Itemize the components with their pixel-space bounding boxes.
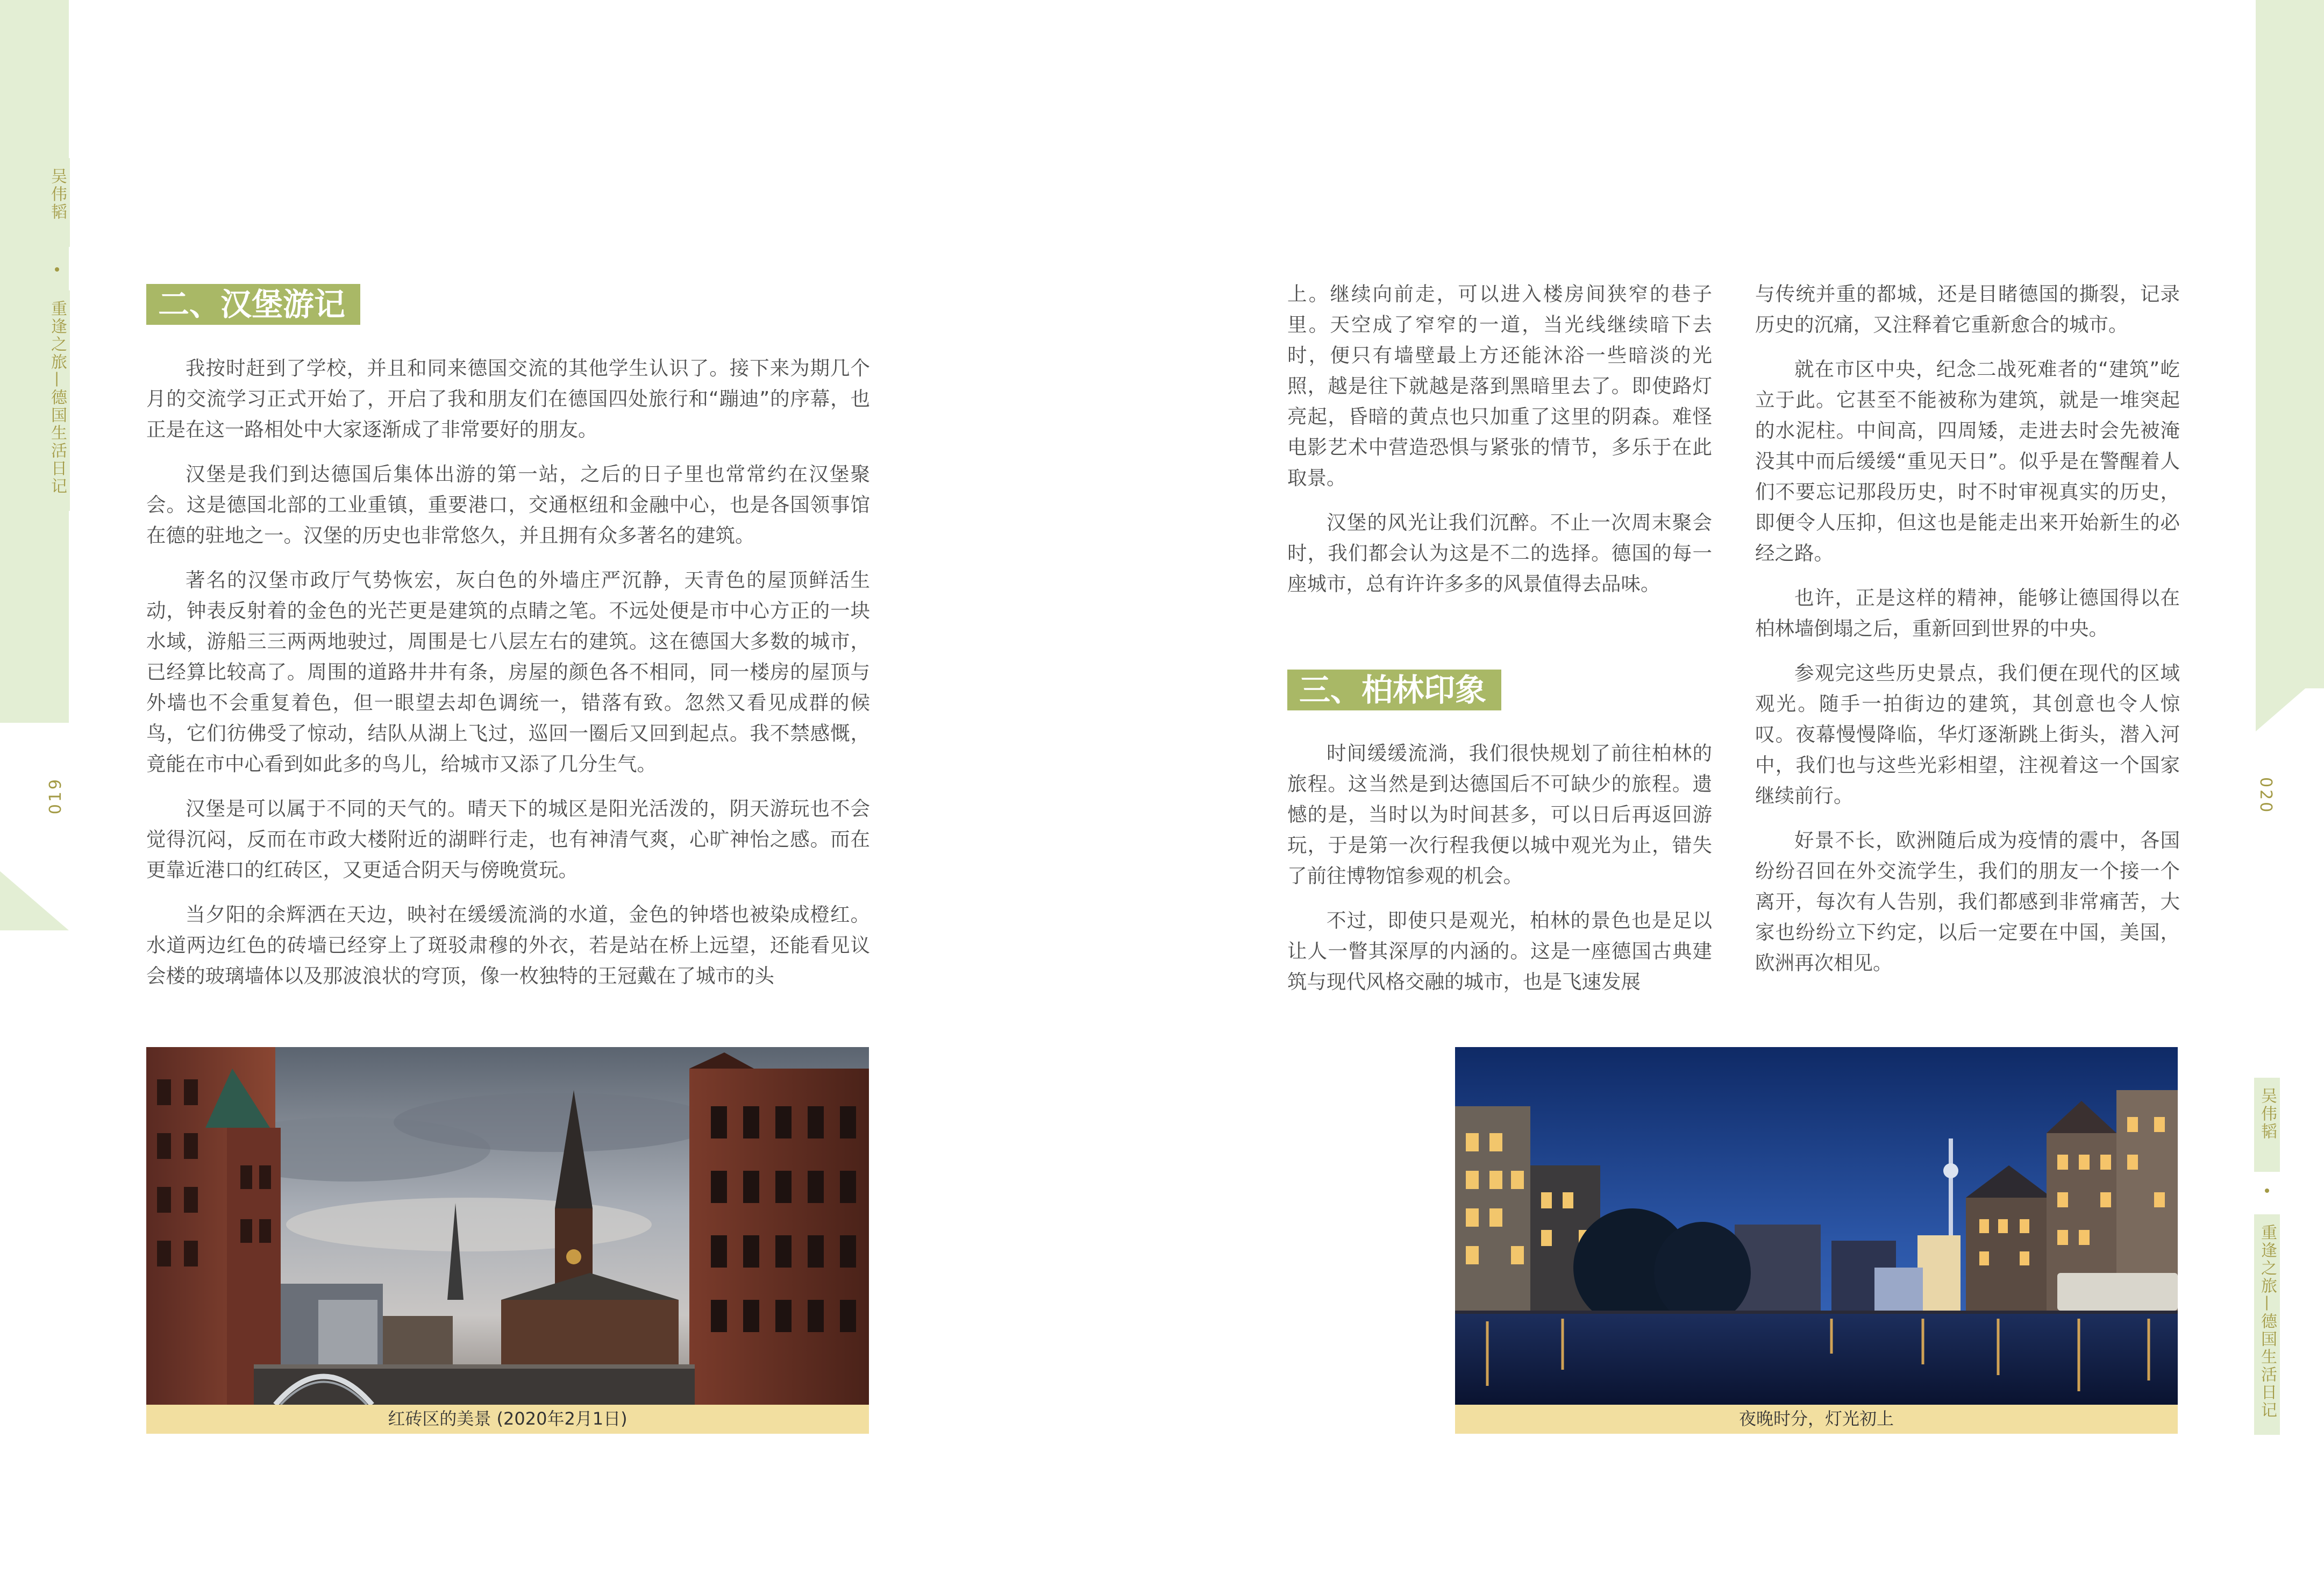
right-body-column-2: [1755, 279, 2180, 978]
paragraph: 参观完这些历史景点，我们便在现代的区域观光。随手一拍街边的建筑，其创意也令人惊叹。夜幕慢慢降临，华灯逐渐跳上街头，潜入河中，我们也与这些光彩相望，注视着这一个国家继续前行。: [1755, 661, 2180, 807]
paragraph: 当夕阳的余辉洒在天边，映衬在缓缓流淌的水道，金色的钟塔也被染成橙红。水道两边红色的砖墙已经穿上了斑驳肃穆的外衣，若是站在桥上远望，还能看见议会楼的玻璃墙体以及那波浪状的穹顶，像一枚独特的王冠戴在了城市的头: [146, 903, 870, 987]
left-side-title: [44, 290, 70, 511]
left-side-dot: [55, 267, 59, 272]
left-page-number: 019: [46, 777, 65, 815]
side-author-text: 吴伟韬: [2258, 1087, 2277, 1141]
paragraph: 也许，正是这样的精神，能够让德国得以在柏林墙倒塌之后，重新回到世界的中央。: [1755, 586, 2180, 640]
right-page-number: 020: [2256, 777, 2275, 815]
right-side-author: [2254, 1078, 2280, 1172]
paragraph: 汉堡的风光让我们沉醉。不止一次周末聚会时，我们都会认为这是不二的选择。德国的每一座城市，总有许许多多的风景值得去品味。: [1287, 511, 1712, 595]
right-band-corner: [2256, 672, 2324, 731]
paragraph: 时间缓缓流淌，我们很快规划了前往柏林的旅程。这当然是到达德国后不可缺少的旅程。遗憾的是，当时以为时间甚多，可以日后再返回游玩，于是第一次行程我便以城中观光为止，错失了前往博物馆参观的机会。: [1287, 742, 1712, 887]
paragraph: 好景不长，欧洲随后成为疫情的震中，各国纷纷召回在外交流学生，我们的朋友一个接一个离开，每次有人告别，我们都感到非常痛苦，大家也纷纷立下约定，以后一定要在中国，美国，欧洲再次相见。: [1755, 829, 2180, 974]
left-side-author: [44, 158, 70, 247]
section-heading-berlin: 三、柏林印象: [1287, 670, 1501, 710]
right-decorative-band: [2256, 0, 2324, 688]
side-title-text: 重逢之旅—德国生活日记: [2258, 1224, 2277, 1419]
paragraph: 就在市区中央，纪念二战死难者的“建筑”屹立于此。它甚至不能被称为建筑，就是一堆突起的水泥柱。中间高，四周矮，走进去时会先被淹没其中而后缓缓“重见天日”。似乎是在警醒着人们不要忘记那段历史，时不时审视真实的历史，即便令人压抑，但这也是能走出来开始新生的必经之路。: [1755, 358, 2180, 565]
paragraph: 著名的汉堡市政厅气势恢宏，灰白色的外墙庄严沉静，天青色的屋顶鲜活生动，钟表反射着的金色的光芒更是建筑的点睛之笔。不远处便是市中心方正的一块水域，游船三三两两地驶过，周围是七八层左右的建筑。这在德国大多数的城市，已经算比较高了。周围的道路井井有条，房屋的颜色各不相同，同一楼房的屋顶与外墙也不会重复着色，但一眼望去却色调统一，错落有致。忽然又看见成群的候鸟，它们彷佛受了惊动，结队从湖上飞过，巡回一圈后又回到起点。我不禁感慨，竟能在市中心看到如此多的鸟儿，给城市又添了几分生气。: [146, 568, 870, 775]
paragraph-continuation: 与传统并重的都城，还是目睹德国的撕裂，记录历史的沉痛，又注释着它重新愈合的城市。: [1755, 282, 2180, 336]
paragraph-continuation: 上。继续向前走，可以进入楼房间狭窄的巷子里。天空成了窄窄的一道，当光线继续暗下去时，便只有墙壁最上方还能沐浴一些暗淡的光照，越是往下就越是落到黑暗里去了。即使路灯亮起，昏暗的黄点也只加重了这里的阴森。难怪电影艺术中营造恐惧与紧张的情节，多乐于在此取景。: [1287, 282, 1712, 489]
paragraph: 我按时赶到了学校，并且和同来德国交流的其他学生认识了。接下来为期几个月的交流学习正式开始了，开启了我和朋友们在德国四处旅行和“蹦迪”的序幕，也正是在这一路相处中大家逐渐成了非常要好的朋友。: [146, 357, 870, 441]
paragraph: 汉堡是可以属于不同的天气的。晴天下的城区是阳光活泼的，阴天游玩也不会觉得沉闷，反而在市政大楼附近的湖畔行走，也有神清气爽，心旷神怡之感。而在更靠近港口的红砖区，又更适合阴天与傍晚赏玩。: [146, 797, 870, 881]
paragraph: 汉堡是我们到达德国后集体出游的第一站，之后的日子里也常常约在汉堡聚会。这是德国北部的工业重镇，重要港口，交通枢纽和金融中心，也是各国领事馆在德的驻地之一。汉堡的历史也非常悠久，并且拥有众多著名的建筑。: [146, 462, 870, 547]
left-body-column: [146, 353, 870, 991]
paragraph: 不过，即使只是观光，柏林的景色也是足以让人一瞥其深厚的内涵的。这是一座德国古典建筑与现代风格交融的城市，也是飞速发展: [1287, 909, 1712, 993]
photo-hamburg-speicherstadt: [146, 1047, 869, 1405]
side-title-text: 重逢之旅—德国生活日记: [48, 300, 67, 495]
right-side-title: [2254, 1214, 2280, 1435]
photo-berlin-night: [1455, 1047, 2178, 1405]
photo-caption-left: 红砖区的美景 (2020年2月1日): [146, 1405, 869, 1434]
right-side-dot: [2265, 1189, 2269, 1193]
side-author-text: 吴伟韬: [48, 168, 67, 221]
right-body-column-1-lower: [1287, 738, 1712, 997]
section-heading-hamburg: 二、汉堡游记: [146, 284, 360, 325]
photo-caption-right: 夜晚时分，灯光初上: [1455, 1405, 2178, 1434]
left-band-corner: [0, 871, 69, 930]
right-body-column-1: [1287, 279, 1712, 613]
